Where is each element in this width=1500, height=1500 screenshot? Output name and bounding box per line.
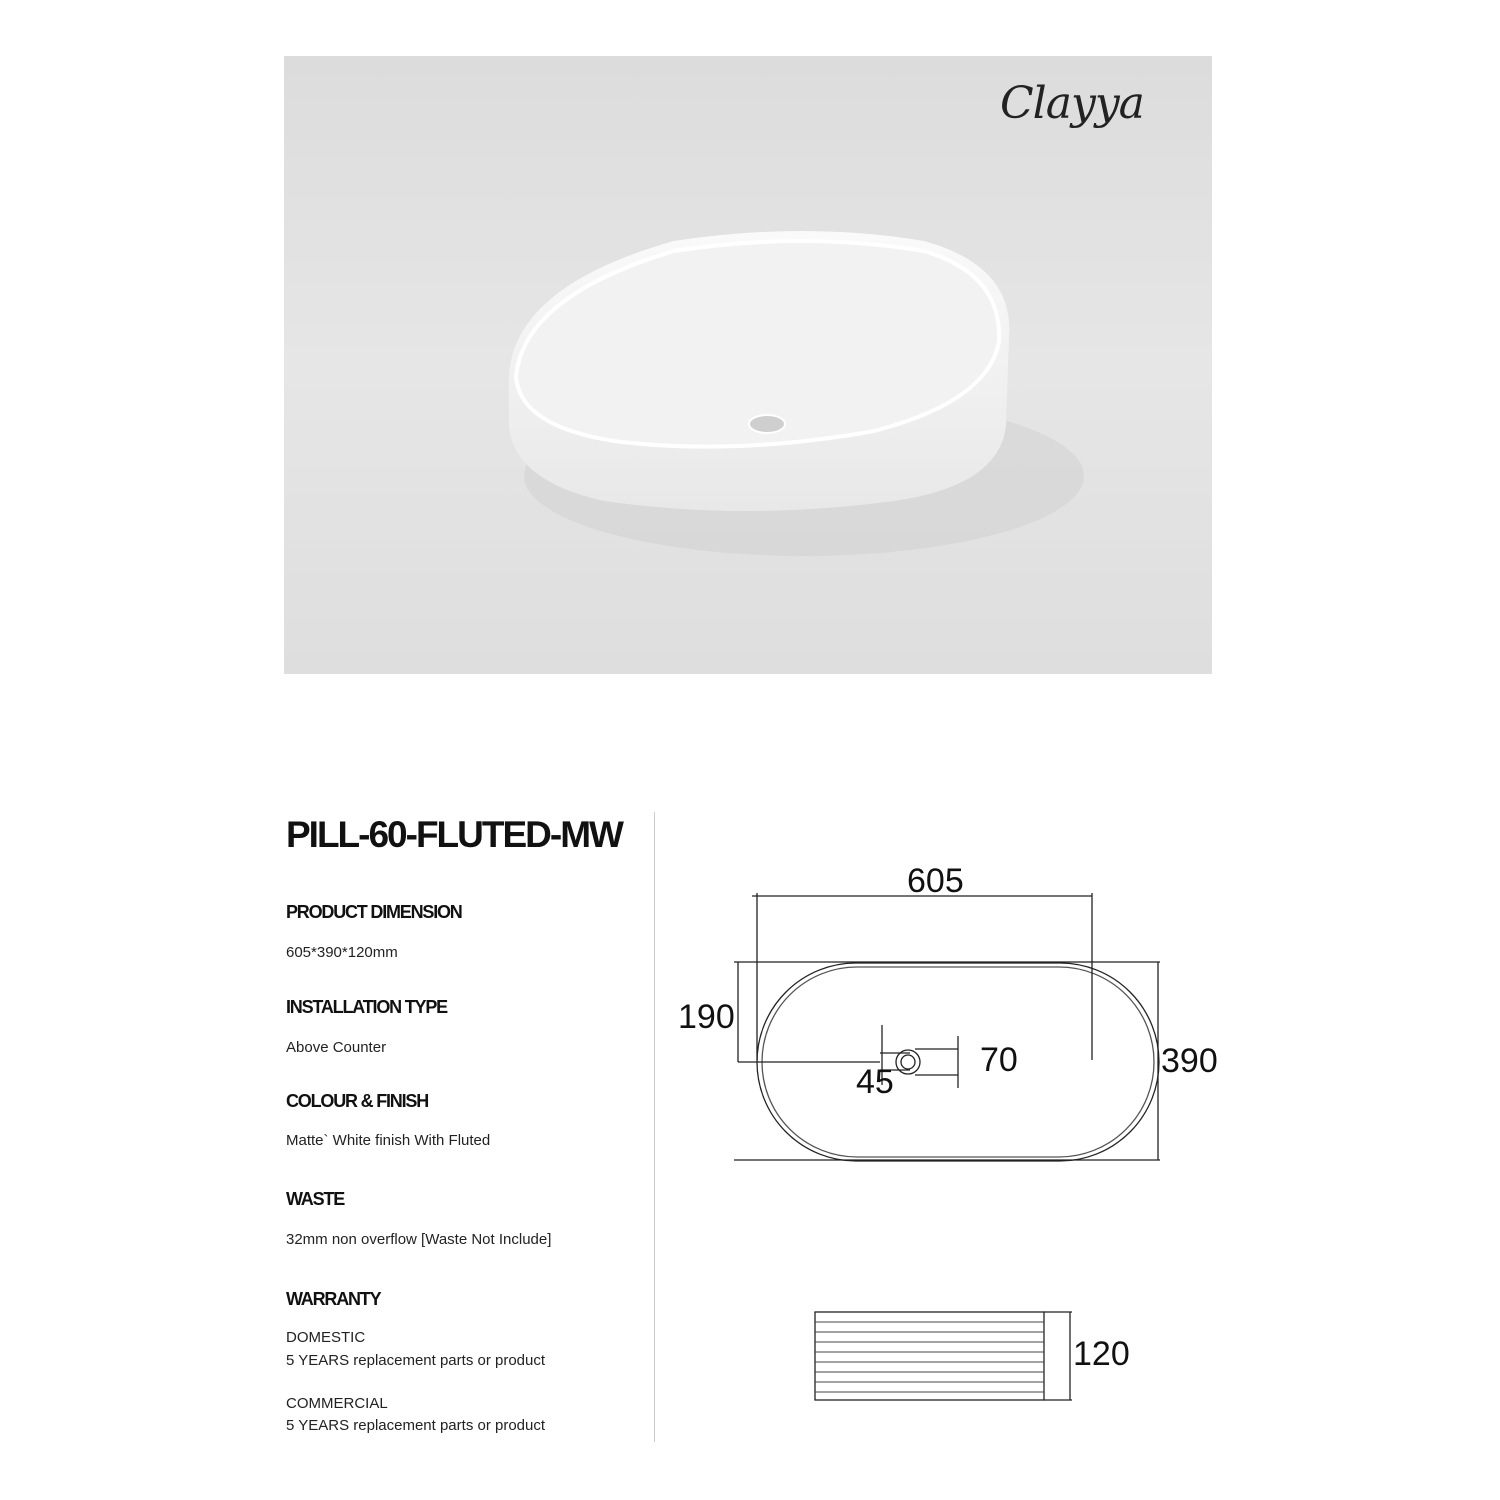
spec-value-waste: 32mm non overflow [Waste Not Include] (286, 1231, 552, 1248)
dimension-half-depth: 190 (678, 998, 735, 1036)
dimension-height: 120 (1073, 1335, 1130, 1373)
spec-value-dimension: 605*390*120mm (286, 944, 398, 961)
spec-value-installation: Above Counter (286, 1039, 387, 1056)
warranty-domestic-value: 5 YEARS replacement parts or product (286, 1352, 546, 1369)
dimension-depth: 390 (1161, 1042, 1218, 1080)
warranty-commercial-value: 5 YEARS replacement parts or product (286, 1417, 546, 1434)
basin-side-view (815, 1312, 1072, 1400)
dimension-width: 605 (907, 862, 964, 900)
spec-heading-waste: WASTE (286, 1189, 345, 1209)
product-code: PILL-60-FLUTED-MW (286, 814, 622, 855)
dimension-waste-spacing: 70 (980, 1041, 1018, 1079)
warranty-commercial-label: COMMERCIAL (286, 1395, 388, 1412)
spec-heading-finish: COLOUR & FINISH (286, 1091, 428, 1111)
brand-logo: Clayya (1000, 78, 1144, 129)
dimension-waste-offset: 45 (856, 1063, 894, 1101)
spec-heading-installation: INSTALLATION TYPE (286, 997, 447, 1017)
spec-heading-dimension: PRODUCT DIMENSION (286, 902, 462, 922)
warranty-domestic-label: DOMESTIC (286, 1329, 366, 1346)
spec-value-finish: Matte` White finish With Fluted (286, 1132, 491, 1149)
warranty-heading: WARRANTY (286, 1289, 381, 1309)
